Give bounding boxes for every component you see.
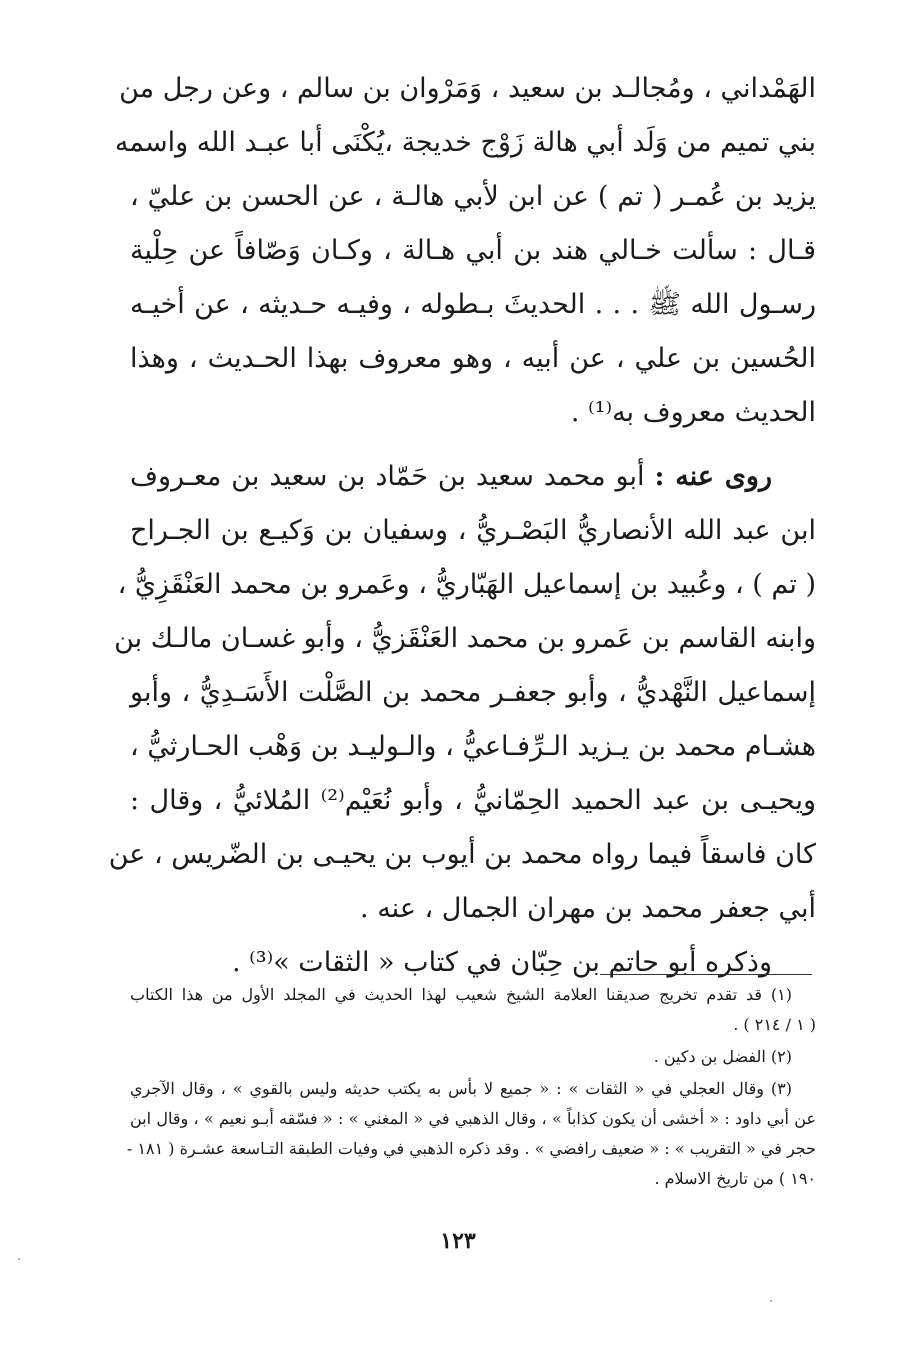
text-line: ويحيـى بن عبد الحميد الحِمّانيُّ ، وأبو نُعَيْم⁽²⁾ المُلائيُّ ، وقال : (130, 785, 816, 816)
footnote-3-cont: حجر في « التقريب » : « ضعيف رافضي » . وقد ذكره الذهبي في وفيات الطبقة التـاسعة عشـرة ( ١٨١ - (126, 1139, 816, 1158)
text-line: وابنه القاسم بن عَمرو بن محمد العَنْقَزيُّ ، وأبو غسـان مالـك بن (114, 623, 816, 654)
footnote-separator (600, 974, 812, 975)
text-line: الحُسين بن علي ، عن أبيه ، وهو معروف بهذا الحـديث ، وهذا (130, 343, 816, 374)
scan-speck (770, 1300, 772, 1302)
text-line: رسـول الله ﷺ . . . الحديثَ بـطوله ، وفيـه حـديثه ، عن أخيـه (130, 289, 816, 320)
main-text (108, 62, 816, 990)
text-line: الهَمْداني ، ومُجالـد بن سعيد ، وَمَرْوان بن سالم ، وعن رجل من (119, 73, 816, 104)
text-line: هشـام محمد بن يـزيد الـرِّفـاعيُّ ، والـوليـد بن وَهْب الحـارثيُّ ، (130, 731, 816, 762)
text-line: كان فاسقاً فيما رواه محمد بن أيوب بن يحيـى بن الضّريس ، عن (108, 839, 816, 870)
paragraph-2 (108, 450, 816, 936)
footnote-3-cont: عن أبي داود : « أخشى أن يكون كذاباً » ، وقال الذهبي في « المغني » : « فسّقه أبـو نعيم » ، وقال ابن (130, 1109, 816, 1128)
text-line: ( تم ) ، وعُبيد بن إسماعيل الهَبّاريُّ ، وعَمرو بن محمد العَنْقَزِيُّ ، (117, 569, 816, 600)
footnotes (126, 980, 816, 1194)
page-number: ١٢٣ (440, 1228, 476, 1254)
scan-speck (18, 1258, 20, 1260)
narrators-heading: روى عنه : (654, 461, 772, 492)
text-line (130, 450, 816, 504)
footnote-2: (٢) الفضل بن دكين . (653, 1047, 792, 1066)
text-line: قـال : سألت خـالي هند بن أبي هـالة ، وكـان وَصّافاً عن حِلْية (130, 235, 816, 266)
text-line: يزيد بن عُمـر ( تم ) عن ابن لأبي هالـة ، عن الحسن بن عليّ ، (130, 181, 816, 212)
paragraph-1 (114, 62, 816, 440)
text-line-body: أبو محمد سعيد بن حَمّاد بن سعيد بن معـروف (130, 461, 645, 492)
text-line: الحديث معروف به⁽¹⁾ . (570, 397, 816, 428)
footnote-1-cont: ( ١ / ٢١٤ ) . (733, 1015, 816, 1034)
footnote-3-cont: ١٩٠ ) من تاريخ الاسلام . (654, 1169, 816, 1188)
text-line: أبي جعفر محمد بن مهران الجمال ، عنه . (360, 893, 816, 924)
text-line: بني تميم من وَلَد أبي هالة زَوْج خديجة ،يُكْنَى أبا عبـد الله واسمه (114, 127, 816, 158)
footnote-3: (٣) وقال العجلي في « الثقات » : « جميع لا بأس به يكتب حديثه وليس بالقوي » ، وقال الآجري (130, 1079, 792, 1098)
footnote-1: (١) قد تقدم تخريج صديقنا العلامة الشيخ شعيب لهذا الحديث في المجلد الأول من هذا الكتاب (130, 985, 792, 1004)
text-line: إسماعيل النَّهْديُّ ، وأبو جعفـر محمد بن الصَّلْت الأَسَـدِيُّ ، وأبو (130, 677, 816, 708)
text-line: ابن عبد الله الأنصاريُّ البَصْـريُّ ، وسفيان بن وَكيـع بن الجـراح (130, 515, 816, 546)
text-line: وذكره أبو حاتم بن حِبّان في كتاب « الثقات »⁽³⁾ . (231, 947, 772, 978)
